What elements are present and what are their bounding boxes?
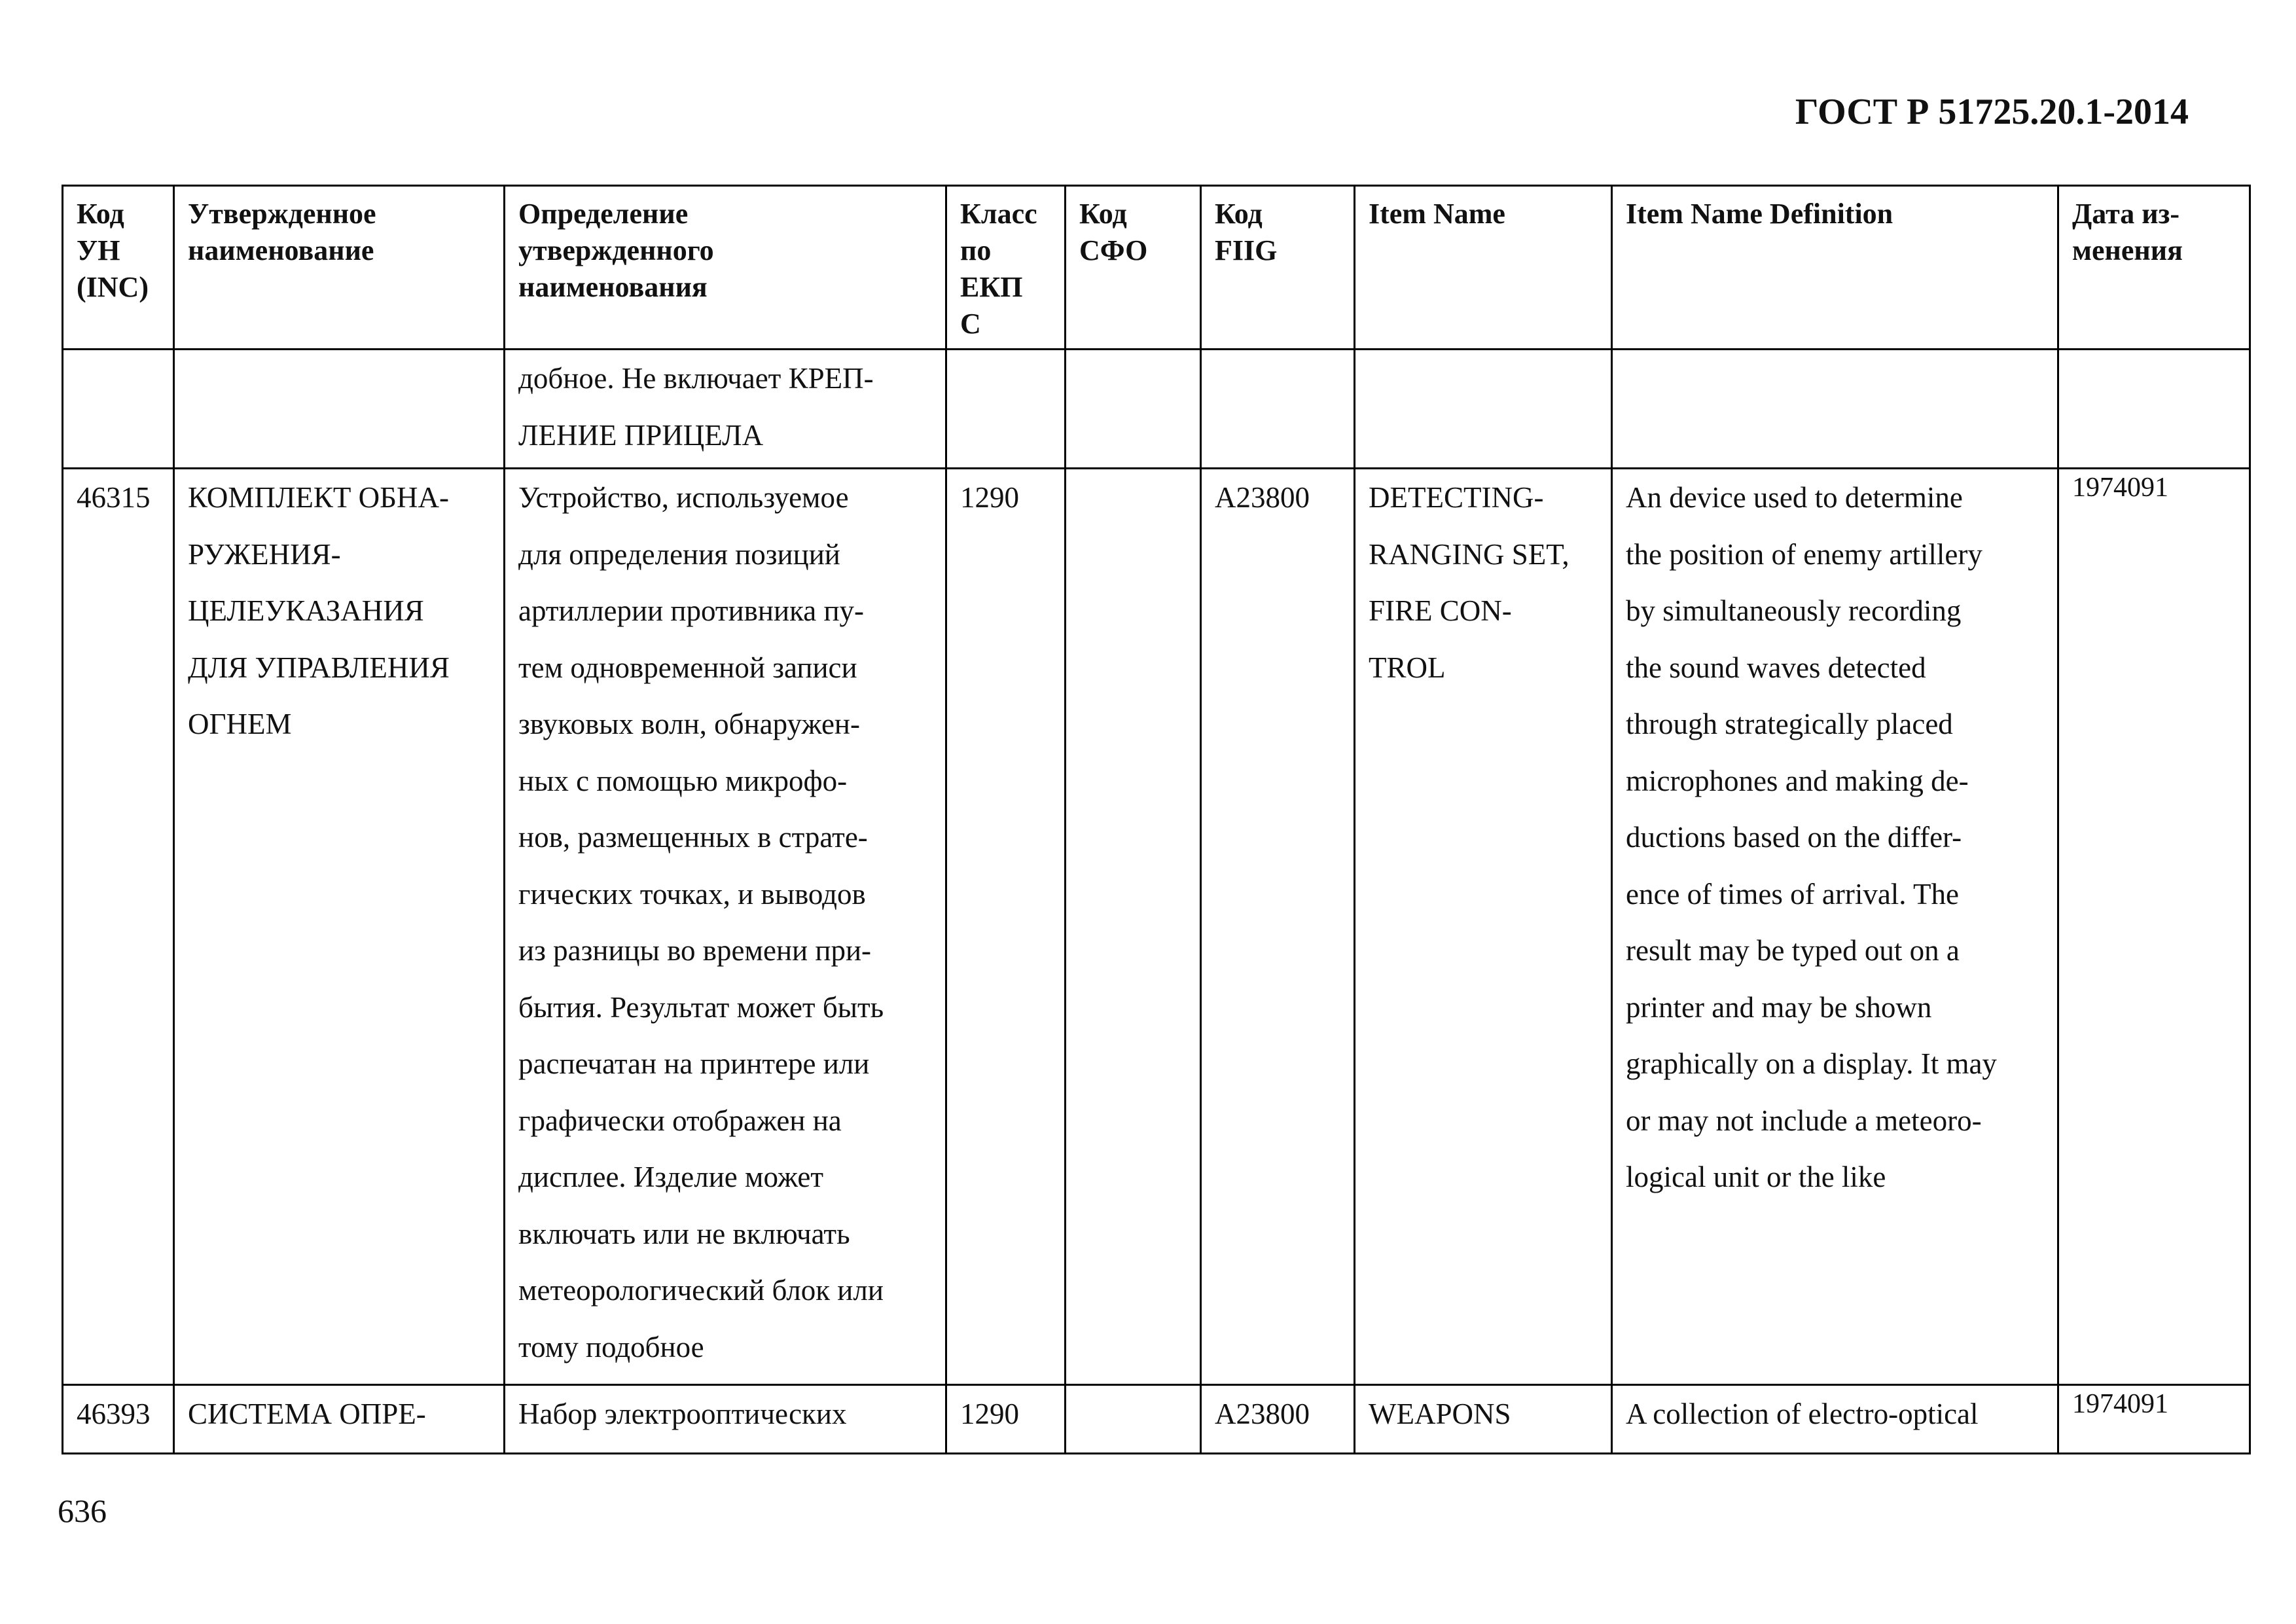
table-row (63, 469, 2250, 1385)
cell-date (2058, 350, 2250, 469)
page-number: 636 (58, 1492, 107, 1529)
header-approved-name: Утвержденное наименование (174, 186, 505, 350)
cell-name: КОМПЛЕКТ ОБНА- РУЖЕНИЯ- ЦЕЛЕУКАЗАНИЯ ДЛЯ УПРАВЛЕНИЯ ОГНЕМ (174, 469, 505, 1385)
table-header-row (63, 186, 2250, 350)
header-change-date: Дата из- менения (2058, 186, 2250, 350)
header-fiig: Код FIIG (1201, 186, 1355, 350)
cell-item-name (1355, 350, 1612, 469)
cell-date: 1974091 (2058, 1385, 2250, 1454)
cell-item-definition: An device used to determine the position of enemy artillery by simultaneously recording the sound waves detected through strategically placed microphones and making de- ductions based on the differ- ence of times of arrival. The result may be typed out on a printer and may be shown graphically on a display. It may or may not include a meteoro- logical unit or the like (1612, 469, 2058, 1385)
cell-inc (63, 350, 174, 469)
cell-item-name: DETECTING- RANGING SET, FIRE CON- TROL (1355, 469, 1612, 1385)
cell-inc: 46315 (63, 469, 174, 1385)
cell-fiig (1201, 350, 1355, 469)
cell-fiig: A23800 (1201, 1385, 1355, 1454)
continuation-row (63, 350, 2250, 469)
header-inc: Код УН (INC) (63, 186, 174, 350)
cell-name: СИСТЕМА ОПРЕ- (174, 1385, 505, 1454)
cell-item-definition (1612, 350, 2058, 469)
cell-class: 1290 (946, 469, 1066, 1385)
cell-sfo (1066, 469, 1201, 1385)
cell-definition: добное. Не включает КРЕП- ЛЕНИЕ ПРИЦЕЛА (505, 350, 946, 469)
catalog-table (62, 185, 2251, 1454)
header-class: Класс по ЕКП С (946, 186, 1066, 350)
cell-inc: 46393 (63, 1385, 174, 1454)
cell-name (174, 350, 505, 469)
cell-date: 1974091 (2058, 469, 2250, 1385)
cell-class (946, 350, 1066, 469)
header-name-definition: Определение утвержденного наименования (505, 186, 946, 350)
cell-class: 1290 (946, 1385, 1066, 1454)
cell-definition: Набор электрооптических (505, 1385, 946, 1454)
table-row (63, 1385, 2250, 1454)
header-item-name: Item Name (1355, 186, 1612, 350)
cell-sfo (1066, 1385, 1201, 1454)
cell-item-definition: A collection of electro-optical (1612, 1385, 2058, 1454)
header-sfo: Код СФО (1066, 186, 1201, 350)
header-item-name-definition: Item Name Definition (1612, 186, 2058, 350)
cell-fiig: A23800 (1201, 469, 1355, 1385)
cell-sfo (1066, 350, 1201, 469)
cell-definition: Устройство, используемое для определения позиций артиллерии противника пу- тем одновременной записи звуковых волн, обнаружен- ных с помощью микрофо- нов, размещенных в страте- гических точках, и выводов из разницы во времени при- бытия. Результат может быть распечатан на принтере или графически отображен на дисплее. Изделие может включать или не включать метеорологический блок или тому подобное (505, 469, 946, 1385)
cell-item-name: WEAPONS (1355, 1385, 1612, 1454)
document-code: ГОСТ Р 51725.20.1-2014 (1795, 92, 2189, 132)
